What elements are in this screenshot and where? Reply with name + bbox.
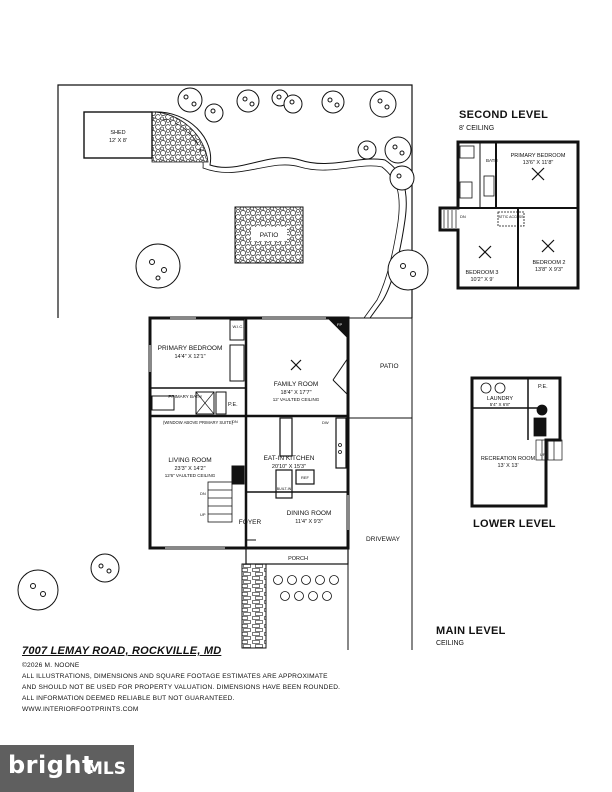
up-label-lower: UP <box>540 452 546 457</box>
primary-bath-label: PRIMARY BATH <box>168 394 202 399</box>
dn-label-main: DN <box>200 491 206 496</box>
bedroom2-dimensions: 13'8" X 9'3" <box>534 267 564 273</box>
family-room-label: FAMILY ROOM <box>273 381 319 388</box>
pe-label-main: P.E. <box>228 402 238 408</box>
lower-outer-wall <box>472 378 560 506</box>
second-level-ceiling: 8' CEILING <box>459 125 495 132</box>
kitchen-label: EAT-IN KITCHEN <box>263 455 315 462</box>
second-level-labels <box>460 153 566 283</box>
bright-mls-logo <box>0 745 134 792</box>
foyer-label: FOYER <box>238 519 262 526</box>
built-in-label: BUILT-IN <box>276 487 292 491</box>
tree <box>18 570 58 610</box>
tree <box>322 91 344 113</box>
laundry-label: LAUNDRY <box>486 396 514 402</box>
front-walk <box>242 564 266 648</box>
living-room-ceiling: 12'6" VAULTED CEILING <box>164 473 216 478</box>
tree <box>237 90 259 112</box>
second-primary-label: PRIMARY BEDROOM <box>510 153 566 159</box>
primary-bedroom-dimensions: 14'4" X 12'1" <box>174 354 206 360</box>
property-address: 7007 LEMAY ROAD, ROCKVILLE, MD <box>22 645 222 657</box>
logo-mls: MLS <box>86 759 126 779</box>
dining-room-dimensions: 11'4" X 9'3" <box>295 519 323 525</box>
bedroom3-label: BEDROOM 3 <box>465 270 499 276</box>
fireplace-label: FP <box>337 322 343 327</box>
dn-label-second: DN <box>460 214 466 219</box>
main-level-ceiling: CEILING <box>436 640 465 647</box>
bedroom3-dimensions: 10'2" X 9' <box>470 277 494 283</box>
second-stairs <box>444 210 456 228</box>
dn-label-main-2: DN <box>232 419 238 424</box>
disclaimer-line-2: AND SHOULD NOT BE USED FOR PROPERTY VALUATION. DIMENSIONS HAVE BEEN ROUNDED. <box>22 684 341 691</box>
tree <box>385 137 411 163</box>
stone-path <box>152 112 208 162</box>
kitchen-dimensions: 20'10" X 15'3" <box>271 464 307 470</box>
side-patio-label: PATIO <box>380 363 399 370</box>
main-stairs <box>208 482 232 522</box>
living-room-dimensions: 23'3" X 14'2" <box>174 466 206 472</box>
shed-label: SHED <box>110 130 126 136</box>
recreation-dimensions: 13' X 13' <box>497 463 519 469</box>
tree <box>91 554 119 582</box>
bedroom2-label: BEDROOM 2 <box>532 260 566 266</box>
ceiling-fan <box>291 360 301 370</box>
shed-dimensions: 12' X 8' <box>108 138 128 144</box>
up-label-main: UP <box>200 512 206 517</box>
living-room-label: LIVING ROOM <box>168 457 212 464</box>
lower-stairs <box>536 440 562 460</box>
second-bath-label: BATH <box>486 158 498 163</box>
wic-label: W.I.C. <box>232 324 244 329</box>
tree <box>178 88 202 112</box>
window-note: (WINDOW ABOVE PRIMARY SUITE) <box>162 420 234 425</box>
porch-label: PORCH <box>288 556 308 562</box>
website: WWW.INTERIORFOOTPRINTS.COM <box>22 706 139 713</box>
tree <box>388 250 428 290</box>
site-plan <box>18 85 428 650</box>
disclaimer-line-3: ALL INFORMATION DEEMED RELIABLE BUT NOT GUARANTEED. <box>22 695 235 702</box>
tree <box>370 91 396 117</box>
tree <box>205 104 223 122</box>
recreation-label: RECREATION ROOM <box>480 456 536 462</box>
shrubs <box>274 576 339 601</box>
main-level-labels <box>158 322 399 562</box>
second-primary-dimensions: 13'6" X 11'8" <box>522 160 554 166</box>
logo-brand: bright <box>8 751 94 779</box>
tree <box>284 95 302 113</box>
laundry-dimensions: 5'4" X 6'8" <box>489 402 511 407</box>
main-level-plan <box>149 317 412 648</box>
tree <box>136 244 180 288</box>
attic-access-label: ATTIC ACCESS <box>498 215 524 219</box>
second-level-title: SECOND LEVEL <box>459 109 549 121</box>
copyright: ©2026 M. NOONE <box>22 662 80 669</box>
driveway-label: DRIVEWAY <box>366 536 400 543</box>
ref-label: REF <box>301 475 309 480</box>
family-room-ceiling: 12' VAULTED CEILING <box>272 397 320 402</box>
tree <box>358 141 376 159</box>
yard-patio-label: PATIO <box>259 232 279 239</box>
disclaimer-line-1: ALL ILLUSTRATIONS, DIMENSIONS AND SQUARE FOOTAGE ESTIMATES ARE APPROXIMATE <box>22 673 328 680</box>
lower-level-plan <box>472 378 562 506</box>
lower-level-title: LOWER LEVEL <box>473 518 556 530</box>
main-level-title: MAIN LEVEL <box>436 625 506 637</box>
pe-label-lower: P.E. <box>538 384 548 390</box>
tree <box>390 166 414 190</box>
dining-room-label: DINING ROOM <box>286 510 332 517</box>
dw-label: DW <box>322 420 329 425</box>
primary-bedroom-label: PRIMARY BEDROOM <box>157 345 223 352</box>
family-room-dimensions: 18'4" X 17'7" <box>280 390 312 396</box>
